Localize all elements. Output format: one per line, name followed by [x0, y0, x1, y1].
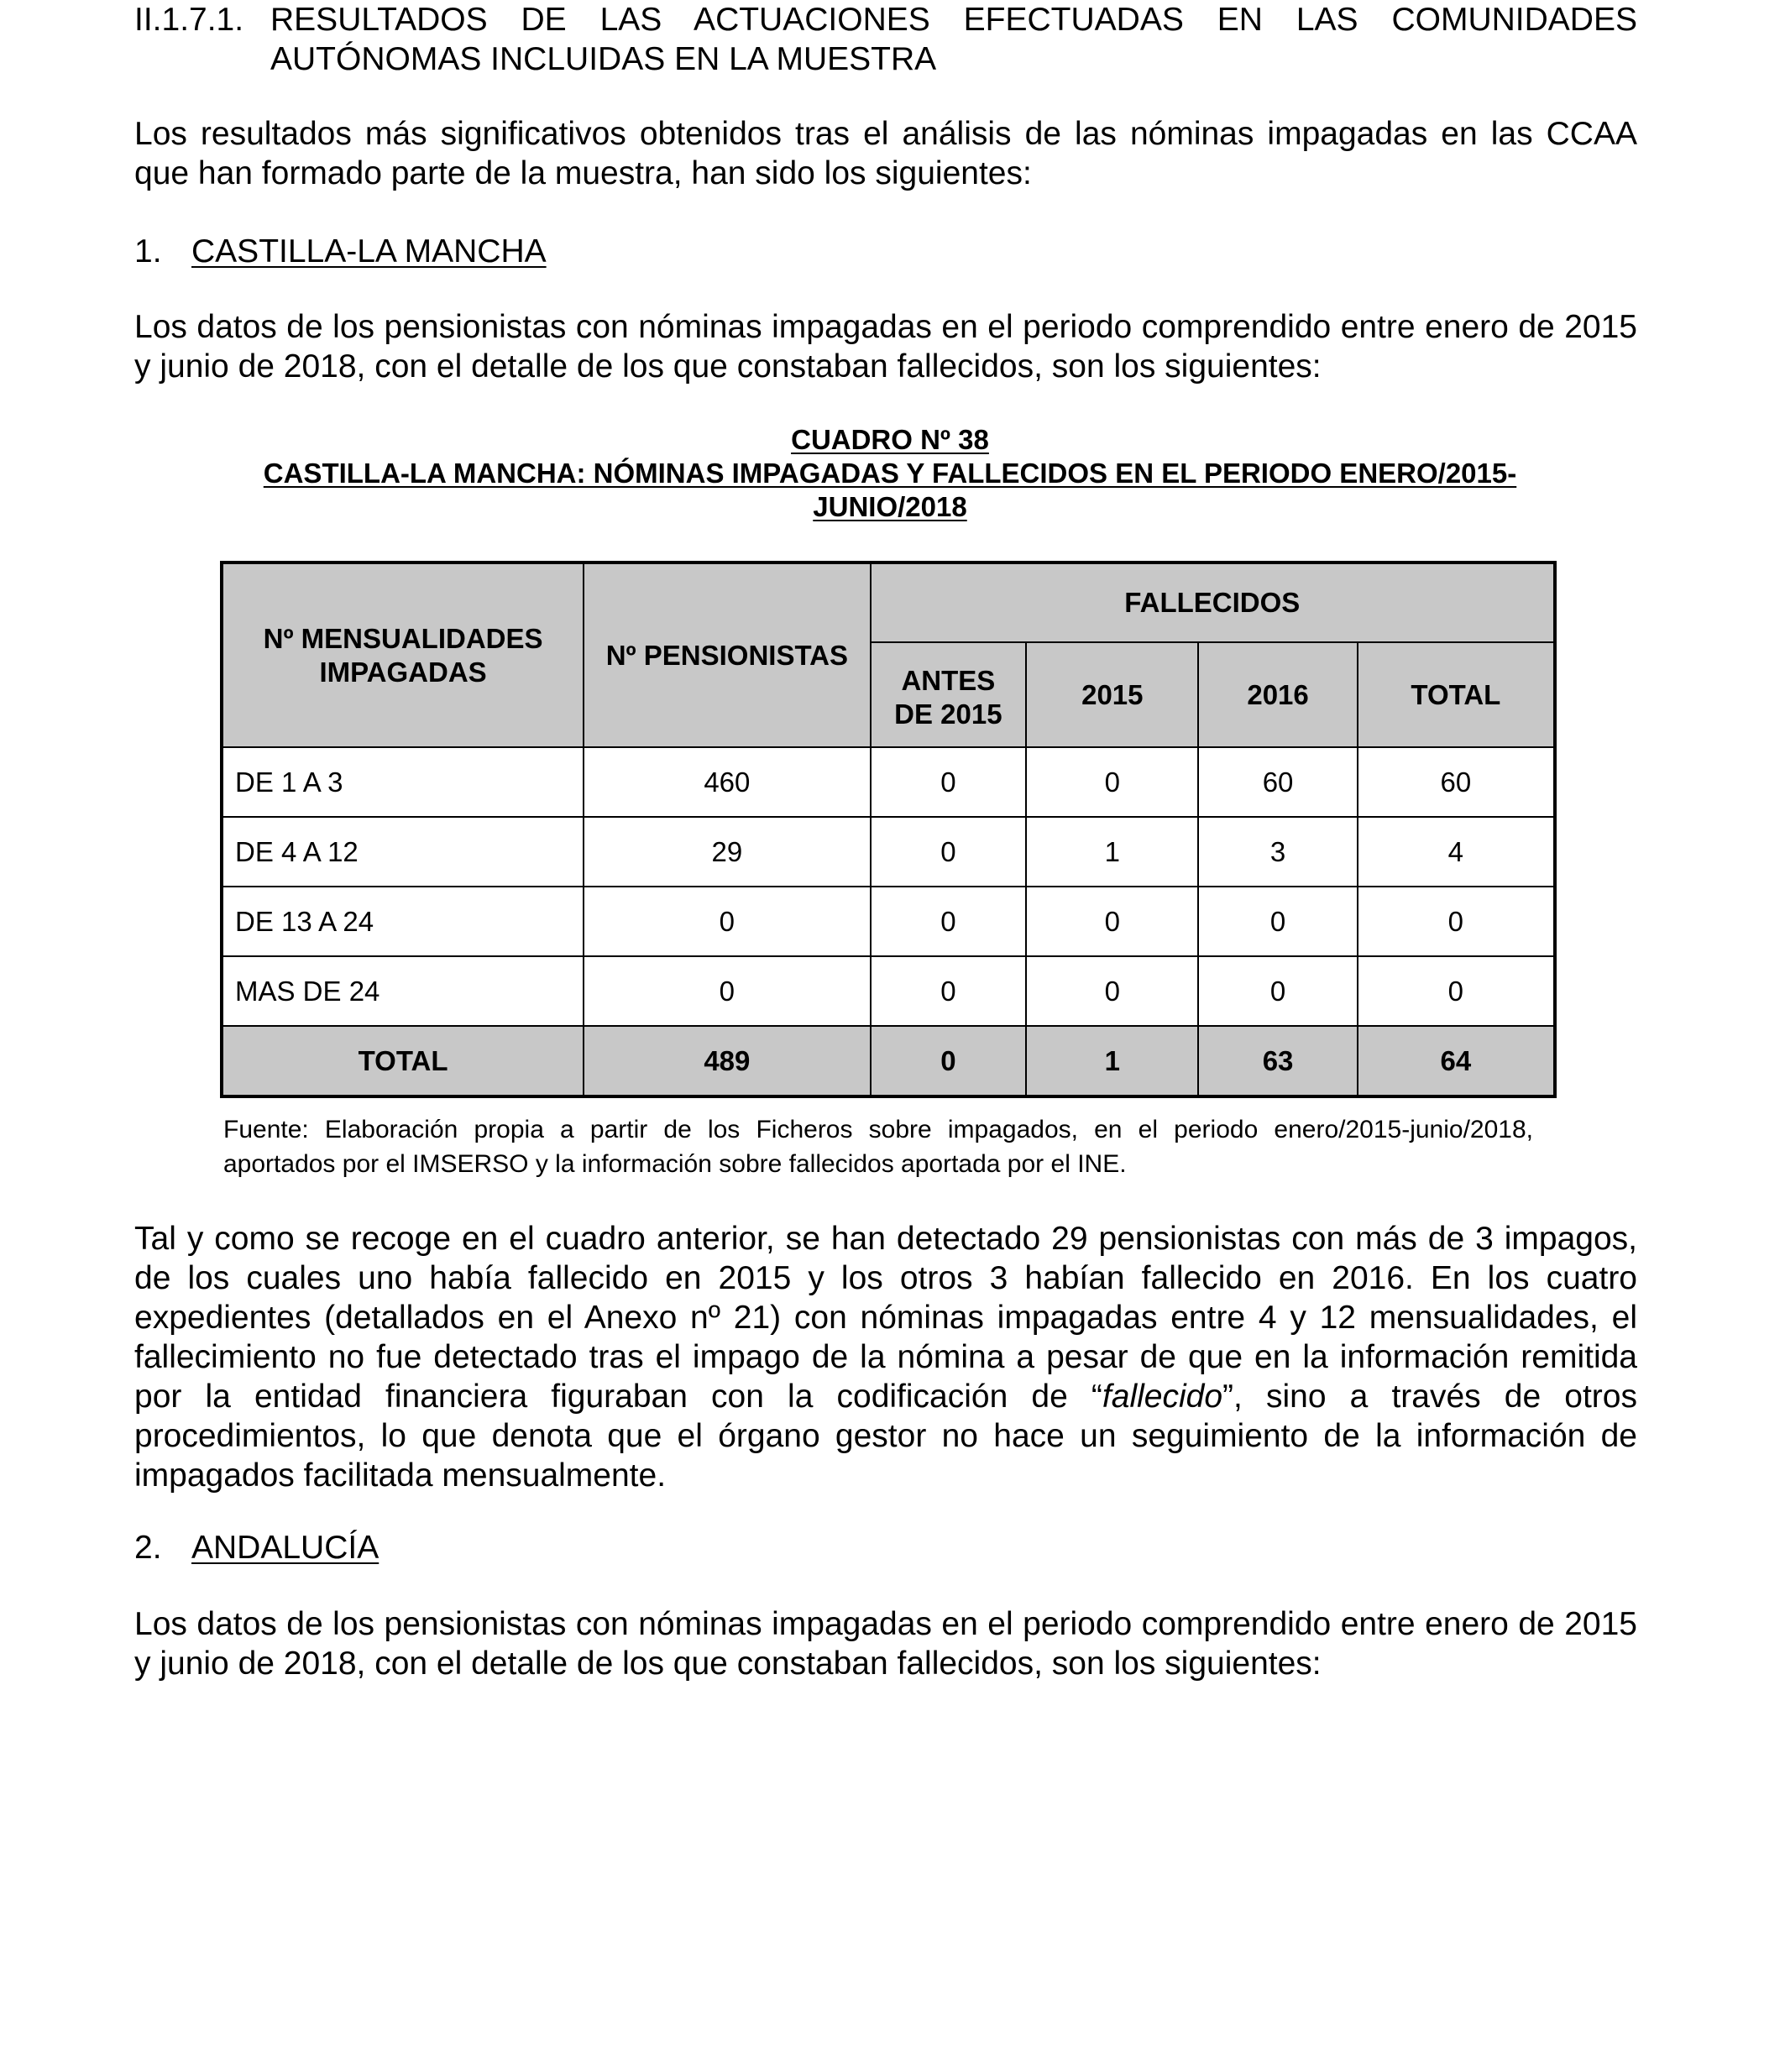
cell-2016: 0: [1198, 887, 1357, 956]
italic-term: fallecido: [1102, 1379, 1223, 1415]
total-2015: 1: [1026, 1026, 1198, 1096]
table-row: [222, 956, 1555, 1026]
cell-2015: 1: [1026, 817, 1198, 887]
section-1-heading: [134, 232, 547, 271]
cell-total: 4: [1358, 817, 1555, 887]
cell-2016: 0: [1198, 956, 1357, 1026]
heading-line-1: RESULTADOS DE LAS ACTUACIONES EFECTUADAS EN LAS COMUNIDADES: [270, 2, 1637, 38]
header-pensionistas: Nº PENSIONISTAS: [584, 562, 870, 747]
data-table: [220, 561, 1557, 1098]
cell-total: 0: [1358, 956, 1555, 1026]
header-fallecidos: FALLECIDOS: [871, 562, 1555, 642]
total-2016: 63: [1198, 1026, 1357, 1096]
cell-2015: 0: [1026, 956, 1198, 1026]
cell-pensionistas: 29: [584, 817, 870, 887]
total-pensionistas: 489: [584, 1026, 870, 1096]
cell-total: 0: [1358, 887, 1555, 956]
cell-antes-2015: 0: [871, 747, 1027, 817]
cell-2016: 60: [1198, 747, 1357, 817]
header-mensualidades: Nº MENSUALIDADES IMPAGADAS: [222, 562, 584, 747]
table-caption-title-cont: JUNIO/2018: [813, 491, 967, 522]
row-label: DE 13 A 24: [222, 887, 584, 956]
cell-total: 60: [1358, 747, 1555, 817]
table-row: [222, 887, 1555, 956]
section-2-number: 2.: [134, 1530, 162, 1566]
row-label: DE 1 A 3: [222, 747, 584, 817]
cell-2016: 3: [1198, 817, 1357, 887]
row-label: MAS DE 24: [222, 956, 584, 1026]
cell-pensionistas: 0: [584, 956, 870, 1026]
cell-pensionistas: 460: [584, 747, 870, 817]
header-2015: 2015: [1026, 642, 1198, 747]
intro-paragraph: Los resultados más significativos obtenidos tras el análisis de las nóminas impagadas en las CCAA que han formado parte de la muestra, han sido los siguientes:: [134, 116, 1637, 191]
table-source-note: Fuente: Elaboración propia a partir de los Ficheros sobre impagados, en el periodo enero/2015-junio/2018, aportados por el IMSERSO y la información sobre fallecidos aportada por el INE.: [223, 1116, 1533, 1178]
header-2016: 2016: [1198, 642, 1357, 747]
total-antes-2015: 0: [871, 1026, 1027, 1096]
row-label: DE 4 A 12: [222, 817, 584, 887]
heading-number: II.1.7.1.: [134, 2, 244, 38]
table-header-row: [222, 562, 1555, 642]
heading-line-2: AUTÓNOMAS INCLUIDAS EN LA MUESTRA: [270, 41, 937, 77]
section-2-heading: [134, 1528, 379, 1567]
cell-2015: 0: [1026, 747, 1198, 817]
cell-pensionistas: 0: [584, 887, 870, 956]
header-antes-2015: ANTES DE 2015: [871, 642, 1027, 747]
table-caption-number: CUADRO Nº 38: [791, 424, 989, 455]
cell-antes-2015: 0: [871, 887, 1027, 956]
table-row: [222, 817, 1555, 887]
section-1-title: CASTILLA-LA MANCHA: [191, 233, 547, 269]
header-total: TOTAL: [1358, 642, 1555, 747]
section-heading: [134, 0, 1637, 79]
total-total: 64: [1358, 1026, 1555, 1096]
analysis-paragraph: Tal y como se recoge en el cuadro anterior, se han detectado 29 pensionistas con más de 3 impagos, de los cuales uno había fallecido en 2015 y los otros 3 habían fallecido en 2016. En los cuatro expedientes (detallados en el Anexo nº 21) con nóminas impagadas entre 4 y 12 mensualidades, el fallecimiento no fue detectado tras el impago de la nómina a pesar de que en la información remitida por la entidad financiera figuraban con la codificación de “fallecido”, sino a través de otros procedimientos, lo que denota que el órgano gestor no hace un seguimiento de la información de impagados facilitada mensualmente.: [134, 1221, 1637, 1494]
table-caption-title: CASTILLA-LA MANCHA: NÓMINAS IMPAGADAS Y FALLECIDOS EN EL PERIODO ENERO/2015-: [263, 458, 1517, 489]
cell-antes-2015: 0: [871, 956, 1027, 1026]
cell-antes-2015: 0: [871, 817, 1027, 887]
cell-2015: 0: [1026, 887, 1198, 956]
section-2-paragraph: Los datos de los pensionistas con nóminas impagadas en el periodo comprendido entre enero de 2015 y junio de 2018, con el detalle de los que constaban fallecidos, son los siguientes:: [134, 1606, 1637, 1682]
table-total-row: [222, 1026, 1555, 1096]
section-1-paragraph: Los datos de los pensionistas con nóminas impagadas en el periodo comprendido entre enero de 2015 y junio de 2018, con el detalle de los que constaban fallecidos, son los siguientes:: [134, 309, 1637, 385]
section-2-title: ANDALUCÍA: [191, 1530, 380, 1566]
table-row: [222, 747, 1555, 817]
section-1-number: 1.: [134, 233, 162, 269]
total-label: TOTAL: [222, 1026, 584, 1096]
